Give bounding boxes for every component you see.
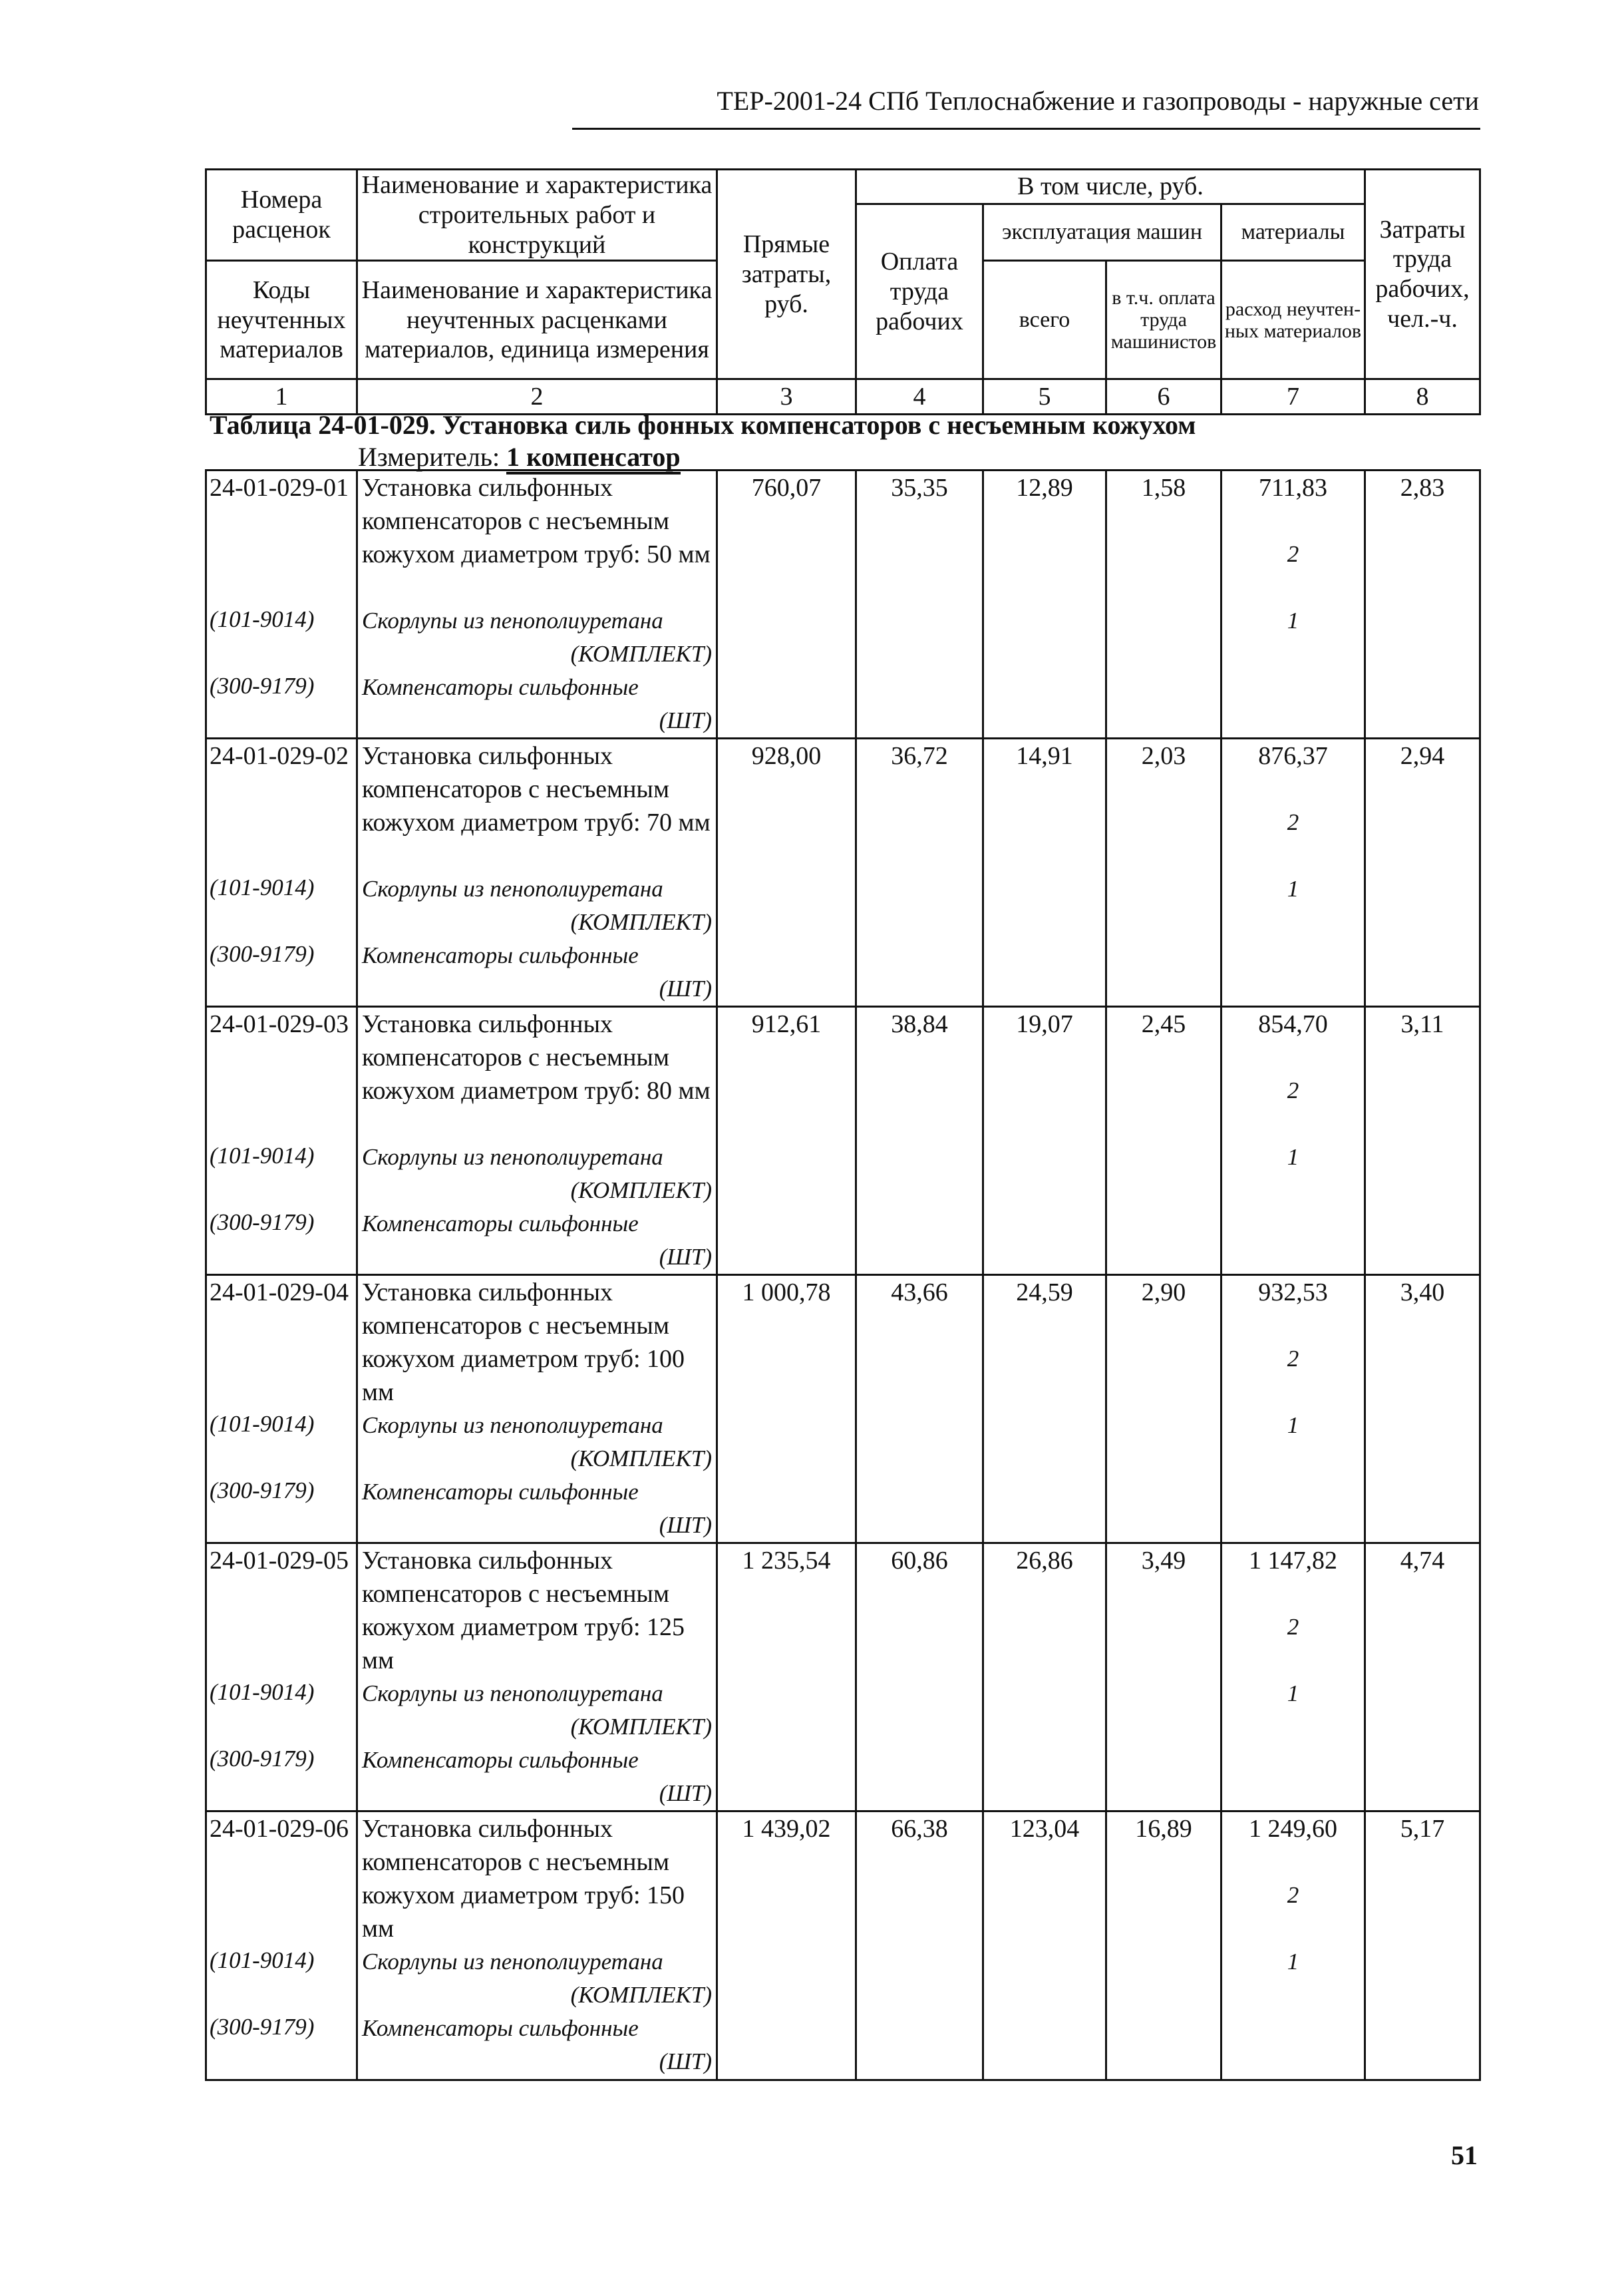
- machine-cost-total: 26,86: [1016, 1547, 1073, 1575]
- machine-cost-total: 123,04: [1009, 1815, 1080, 1843]
- labor-hours: 3,11: [1400, 1010, 1444, 1038]
- material-name-2: Компенсаторы сильфонные: [362, 2015, 639, 2041]
- rate-name-cell: [357, 471, 717, 739]
- header-number-2: 2: [357, 379, 717, 415]
- materials-cost: 711,83: [1258, 474, 1328, 502]
- rate-code-cell: [206, 1811, 357, 2080]
- rate-name: Установка сильфонных компенсаторов с несъемным кожухом диаметром труб: 70 мм: [362, 742, 711, 837]
- material-name-1: Скорлупы из пенополиуретана: [362, 876, 663, 902]
- materials-cost: 1 147,82: [1249, 1547, 1337, 1575]
- header-rule: [572, 128, 1480, 130]
- material-unit-2: (ШТ): [659, 1244, 712, 1270]
- header-materials: материалы: [1221, 204, 1365, 261]
- page-number: 51: [1451, 2140, 1478, 2170]
- material-unit-1: (КОМПЛЕКТ): [570, 909, 712, 935]
- direct-cost: 928,00: [751, 742, 822, 770]
- header-number-7: 7: [1221, 379, 1365, 415]
- machine-operator-labor: 2,90: [1141, 1278, 1186, 1306]
- rate-code: 24-01-029-05: [210, 1547, 349, 1575]
- header-number-8: 8: [1365, 379, 1480, 415]
- material-unit-2: (ШТ): [659, 2048, 712, 2074]
- material-name-2: Компенсаторы сильфонные: [362, 674, 639, 700]
- material-code-1: (101-9014): [210, 1947, 315, 1973]
- labor-hours: 3,40: [1400, 1278, 1445, 1306]
- labor-hours: 5,17: [1400, 1815, 1445, 1843]
- material-name-2: Компенсаторы сильфонные: [362, 1479, 639, 1505]
- materials-cost: 854,70: [1258, 1010, 1328, 1038]
- rate-name-cell: [357, 1811, 717, 2080]
- machine-operator-labor: 2,03: [1141, 742, 1186, 770]
- labor-hours: 2,94: [1400, 742, 1445, 770]
- material-code-2: (300-9179): [210, 2014, 315, 2040]
- labor-cost: 35,35: [891, 474, 948, 502]
- material-code-1: (101-9014): [210, 1679, 315, 1705]
- rate-name-cell: [357, 1543, 717, 1811]
- material-name-1: Скорлупы из пенополиуретана: [362, 1144, 663, 1170]
- material-name-1: Скорлупы из пенополиуретана: [362, 608, 663, 634]
- material-qty-1: 2: [1287, 1614, 1299, 1640]
- material-unit-2: (ШТ): [659, 1512, 712, 1538]
- machine-operator-labor: 1,58: [1141, 474, 1186, 502]
- header-number-1: 1: [206, 379, 357, 415]
- header-col2-bottom: Наименование и характеристика неучтенных расценками материалов, единица измерения: [357, 261, 717, 379]
- table-row: [206, 1543, 1480, 1811]
- header-group-included: В том числе, руб.: [856, 170, 1365, 204]
- rate-code: 24-01-029-03: [210, 1010, 349, 1038]
- labor-cost: 36,72: [891, 742, 948, 770]
- rate-name: Установка сильфонных компенсаторов с несъемным кожухом диаметром труб: 125 мм: [362, 1547, 685, 1674]
- material-code-1: (101-9014): [210, 1411, 315, 1437]
- header-col6: в т.ч. оплата труда машинистов: [1106, 261, 1221, 379]
- table-caption: Таблица 24-01-029. Установка силь фонных компенсаторов с несъемным кожухом: [210, 410, 1196, 440]
- header-machines: эксплуатация машин: [983, 204, 1221, 261]
- material-code-2: (300-9179): [210, 1209, 315, 1235]
- rate-name: Установка сильфонных компенсаторов с несъемным кожухом диаметром труб: 150 мм: [362, 1815, 685, 1943]
- header-col1-bottom: Коды неучтенных материалов: [206, 261, 357, 379]
- material-code-1: (101-9014): [210, 606, 315, 632]
- direct-cost: 1 439,02: [742, 1815, 831, 1843]
- header-col1-top: Номера расценок: [206, 170, 357, 261]
- material-code-1: (101-9014): [210, 874, 315, 900]
- material-qty-1: 2: [1287, 1882, 1299, 1908]
- labor-cost: 60,86: [891, 1547, 948, 1575]
- rate-code: 24-01-029-02: [210, 742, 349, 770]
- table-row: [206, 471, 1480, 739]
- materials-cost: 876,37: [1258, 742, 1328, 770]
- direct-cost: 1 000,78: [742, 1278, 831, 1306]
- rate-code-cell: [206, 471, 357, 739]
- machine-operator-labor: 16,89: [1135, 1815, 1192, 1843]
- material-unit-1: (КОМПЛЕКТ): [570, 641, 712, 667]
- rate-code: 24-01-029-01: [210, 474, 349, 502]
- direct-cost: 760,07: [751, 474, 822, 502]
- header-col4: Оплата труда рабочих: [856, 204, 983, 379]
- rate-name: Установка сильфонных компенсаторов с несъемным кожухом диаметром труб: 50 мм: [362, 474, 711, 568]
- material-unit-2: (ШТ): [659, 976, 712, 1002]
- material-qty-1: 2: [1287, 809, 1299, 835]
- labor-cost: 43,66: [891, 1278, 948, 1306]
- machine-cost-total: 24,59: [1016, 1278, 1073, 1306]
- header-col5: всего: [983, 261, 1106, 379]
- labor-hours: 2,83: [1400, 474, 1445, 502]
- materials-cost: 1 249,60: [1249, 1815, 1337, 1843]
- header-number-3: 3: [717, 379, 856, 415]
- table-row: [206, 1811, 1480, 2080]
- materials-cost: 932,53: [1258, 1278, 1328, 1306]
- rate-code: 24-01-029-06: [210, 1815, 349, 1843]
- header-col3: Прямые затраты, руб.: [717, 170, 856, 379]
- labor-hours: 4,74: [1400, 1547, 1445, 1575]
- machine-operator-labor: 3,49: [1141, 1547, 1186, 1575]
- rate-name-cell: [357, 1007, 717, 1275]
- rate-code-cell: [206, 1543, 357, 1811]
- material-qty-2: 1: [1287, 1680, 1299, 1706]
- material-qty-2: 1: [1287, 1412, 1299, 1438]
- material-code-2: (300-9179): [210, 1477, 315, 1503]
- machine-cost-total: 19,07: [1016, 1010, 1073, 1038]
- rate-name: Установка сильфонных компенсаторов с несъемным кожухом диаметром труб: 80 мм: [362, 1010, 711, 1105]
- material-qty-1: 2: [1287, 541, 1299, 567]
- labor-cost: 38,84: [891, 1010, 948, 1038]
- material-qty-1: 2: [1287, 1346, 1299, 1372]
- material-name-2: Компенсаторы сильфонные: [362, 1747, 639, 1773]
- direct-cost: 912,61: [751, 1010, 822, 1038]
- header-col7: расход неучтен-ных материалов: [1221, 261, 1365, 379]
- material-unit-1: (КОМПЛЕКТ): [570, 1982, 712, 2008]
- measure-value: 1 компенсатор: [506, 442, 680, 475]
- rate-code-cell: [206, 739, 357, 1007]
- header-col2-top: Наименование и характеристика строительных работ и конструкций: [357, 170, 717, 261]
- column-header-table: [205, 168, 1481, 415]
- header-number-6: 6: [1106, 379, 1221, 415]
- material-qty-2: 1: [1287, 1144, 1299, 1170]
- material-name-2: Компенсаторы сильфонные: [362, 942, 639, 968]
- material-name-2: Компенсаторы сильфонные: [362, 1211, 639, 1236]
- machine-operator-labor: 2,45: [1141, 1010, 1186, 1038]
- labor-cost: 66,38: [891, 1815, 948, 1843]
- material-code-1: (101-9014): [210, 1143, 315, 1169]
- material-unit-1: (КОМПЛЕКТ): [570, 1177, 712, 1203]
- material-name-1: Скорлупы из пенополиуретана: [362, 1949, 663, 1975]
- material-code-2: (300-9179): [210, 673, 315, 699]
- material-name-1: Скорлупы из пенополиуретана: [362, 1680, 663, 1706]
- machine-cost-total: 14,91: [1016, 742, 1073, 770]
- document-header-title: ТЕР-2001-24 СПб Теплоснабжение и газопроводы - наружные сети: [717, 86, 1479, 116]
- material-unit-2: (ШТ): [659, 707, 712, 733]
- header-number-5: 5: [983, 379, 1106, 415]
- material-unit-1: (КОМПЛЕКТ): [570, 1714, 712, 1740]
- table-row: [206, 1275, 1480, 1543]
- material-qty-1: 2: [1287, 1077, 1299, 1103]
- material-qty-2: 1: [1287, 608, 1299, 634]
- rate-code-cell: [206, 1275, 357, 1543]
- material-unit-2: (ШТ): [659, 1780, 712, 1806]
- table-row: [206, 1007, 1480, 1275]
- material-code-2: (300-9179): [210, 941, 315, 967]
- material-name-1: Скорлупы из пенополиуретана: [362, 1412, 663, 1438]
- measure-label: Измеритель:: [358, 442, 500, 472]
- machine-cost-total: 12,89: [1016, 474, 1073, 502]
- rate-code: 24-01-029-04: [210, 1278, 349, 1306]
- material-unit-1: (КОМПЛЕКТ): [570, 1445, 712, 1471]
- direct-cost: 1 235,54: [742, 1547, 831, 1575]
- material-qty-2: 1: [1287, 876, 1299, 902]
- material-code-2: (300-9179): [210, 1746, 315, 1772]
- rate-name: Установка сильфонных компенсаторов с несъемным кожухом диаметром труб: 100 мм: [362, 1278, 685, 1406]
- rate-code-cell: [206, 1007, 357, 1275]
- material-qty-2: 1: [1287, 1949, 1299, 1975]
- rate-name-cell: [357, 739, 717, 1007]
- rate-name-cell: [357, 1275, 717, 1543]
- header-number-4: 4: [856, 379, 983, 415]
- header-col8: Затраты труда рабочих, чел.-ч.: [1365, 170, 1480, 379]
- rates-table: [205, 469, 1481, 2081]
- table-row: [206, 739, 1480, 1007]
- measure-line: [358, 441, 681, 473]
